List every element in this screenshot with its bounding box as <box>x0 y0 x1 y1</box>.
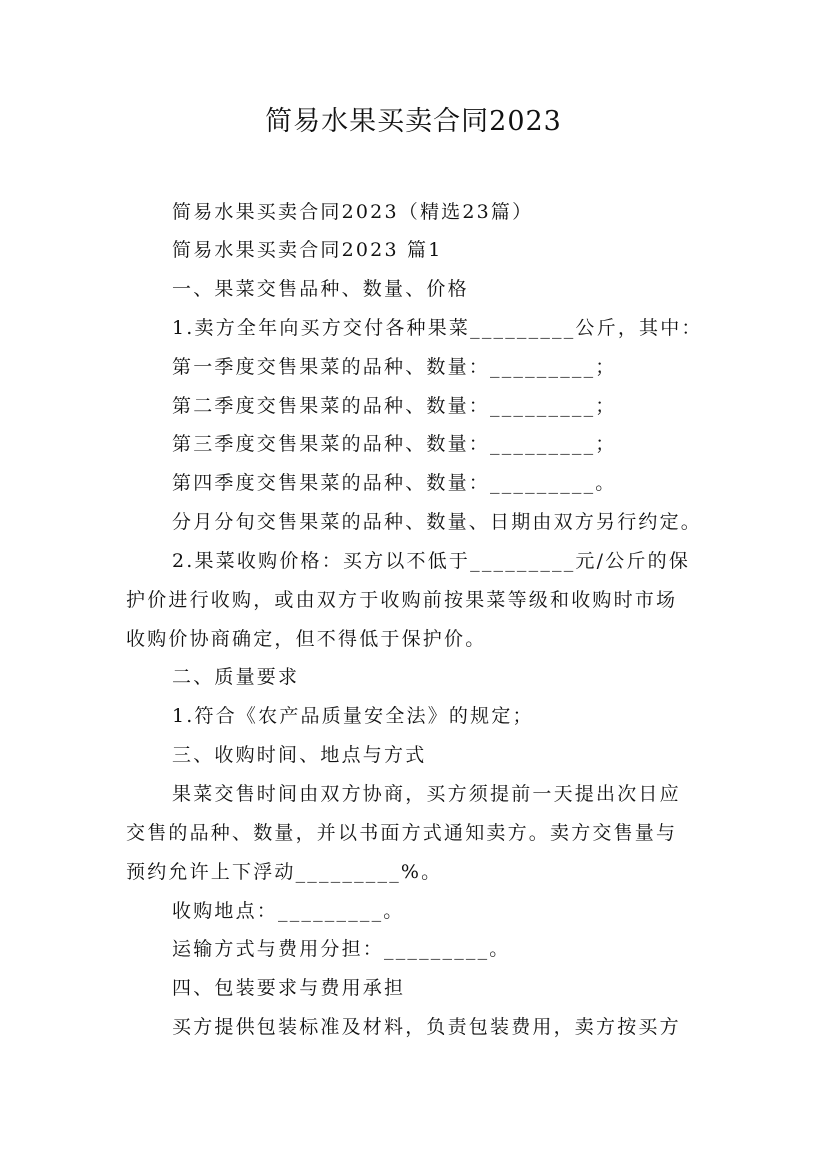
paragraph-line: 第二季度交售果菜的品种、数量：_________； <box>172 395 617 417</box>
clause-heading: 一、果菜交售品种、数量、价格 <box>172 278 469 300</box>
clause-heading: 三、收购时间、地点与方式 <box>172 744 427 766</box>
section-heading: 简易水果买卖合同2023 篇1 <box>172 239 443 261</box>
document-title: 简易水果买卖合同2023 <box>265 106 562 137</box>
paragraph-line: 第四季度交售果菜的品种、数量：_________。 <box>172 472 617 494</box>
paragraph-line: 第一季度交售果菜的品种、数量：_________； <box>172 356 617 378</box>
subtitle-line: 简易水果买卖合同2023（精选23篇） <box>172 201 534 223</box>
paragraph-line: 1.卖方全年向买方交付各种果菜_________公斤，其中： <box>172 317 703 339</box>
paragraph-line: 果菜交售时间由双方协商，买方须提前一天提出次日应 <box>172 783 681 805</box>
paragraph-line: 分月分旬交售果菜的品种、数量、日期由双方另行约定。 <box>172 511 703 533</box>
paragraph-line: 买方提供包装标准及材料，负责包装费用，卖方按买方 <box>172 1016 681 1038</box>
paragraph-line: 护价进行收购，或由双方于收购前按果菜等级和收购时市场 <box>126 589 678 611</box>
paragraph-line: 预约允许上下浮动_________%。 <box>126 861 443 883</box>
paragraph-line: 收购价协商确定，但不得低于保护价。 <box>126 628 487 650</box>
paragraph-line: 收购地点：_________。 <box>172 900 405 922</box>
paragraph-line: 交售的品种、数量，并以书面方式通知卖方。卖方交售量与 <box>126 822 678 844</box>
paragraph-line: 1.符合《农产品质量安全法》的规定； <box>172 705 534 727</box>
paragraph-line: 2.果菜收购价格：买方以不低于_________元/公斤的保 <box>172 550 691 572</box>
paragraph-line: 第三季度交售果菜的品种、数量：_________； <box>172 433 617 455</box>
clause-heading: 二、质量要求 <box>172 666 300 688</box>
clause-heading: 四、包装要求与费用承担 <box>172 977 406 999</box>
paragraph-line: 运输方式与费用分担：_________。 <box>172 938 511 960</box>
